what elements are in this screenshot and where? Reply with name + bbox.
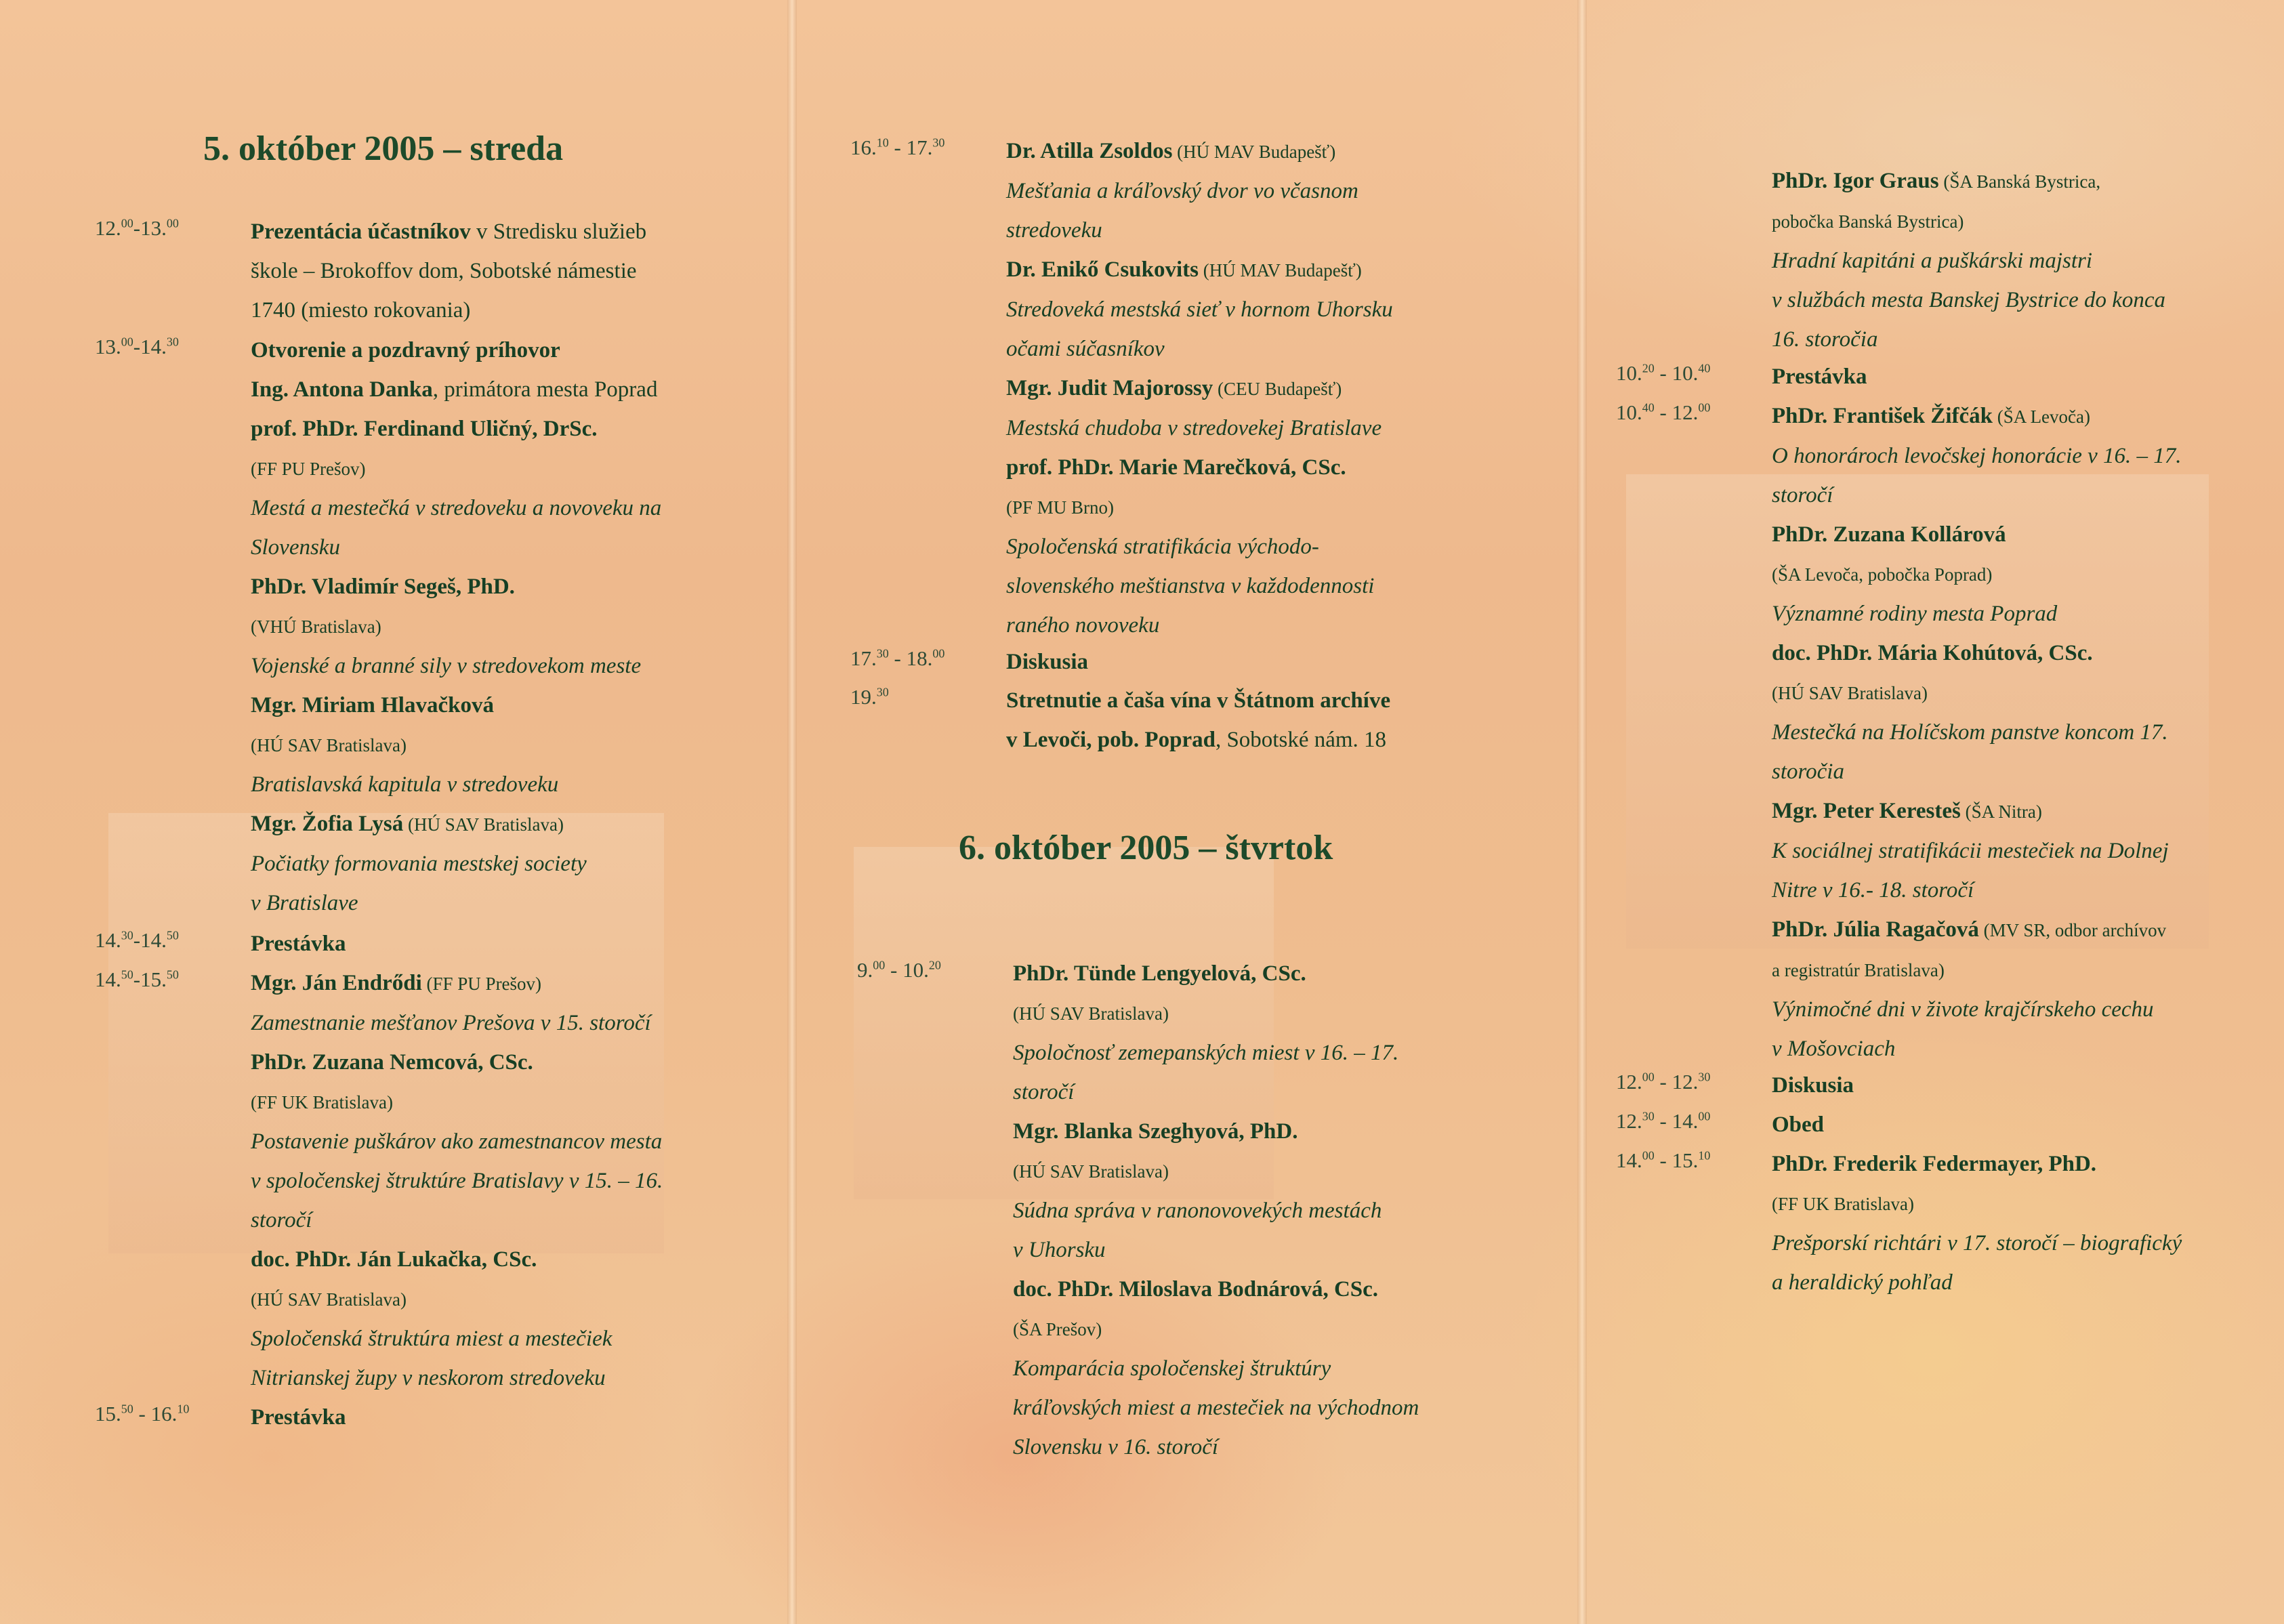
entry-line <box>251 963 732 1003</box>
institution: (PF MU Brno) <box>1006 497 1115 518</box>
entry-line <box>1006 369 1494 409</box>
entry-line <box>1772 161 2253 201</box>
speaker-name: Stretnutie a čaša vína v Štátnom archíve <box>1006 688 1391 713</box>
institution: (HÚ MAV Budapešť) <box>1198 260 1362 280</box>
entry-line <box>1772 831 2253 871</box>
entry-line <box>251 1003 732 1043</box>
talk-title: Slovensku v 16. storočí <box>1013 1435 1219 1459</box>
schedule-entry <box>1616 1066 2253 1105</box>
talk-title: storočí <box>1013 1080 1075 1104</box>
talk-title: Komparácia spoločenskej štruktúry <box>1013 1356 1331 1381</box>
institution: (HÚ SAV Bratislava) <box>251 735 407 755</box>
speaker-name: doc. PhDr. Ján Lukačka, CSc. <box>251 1247 537 1272</box>
entry-body <box>1772 1144 2253 1302</box>
entry-time: 12.30 - 14.00 <box>1616 1109 1711 1133</box>
entry-body <box>251 963 732 1398</box>
talk-title: Počiatky formovania mestskej society <box>251 852 587 876</box>
entry-line <box>251 1319 732 1358</box>
talk-title: O honorároch levočskej honorácie v 16. – 17. <box>1772 444 2182 468</box>
talk-title: v Mošovciach <box>1772 1037 1896 1061</box>
text: , Sobotské nám. 18 <box>1215 728 1387 752</box>
entry-line <box>1006 290 1494 329</box>
entry-body <box>251 331 732 923</box>
talk-title: Súdna správa v ranonovovekých mestách <box>1013 1199 1382 1223</box>
entry-line <box>1006 527 1494 566</box>
talk-title: očami súčasníkov <box>1006 337 1165 361</box>
talk-title: Mešťania a kráľovský dvor vo včasnom <box>1006 179 1358 203</box>
schedule-entry <box>850 642 1494 682</box>
entry-line <box>1013 1349 1494 1388</box>
entry-body <box>1006 131 1494 645</box>
talk-title: Výnimočné dni v živote krajčírskeho cechu <box>1772 997 2154 1022</box>
talk-title: Nitrianskej župy v neskorom stredoveku <box>251 1366 606 1390</box>
entry-line <box>1772 1144 2253 1184</box>
talk-title: stredoveku <box>1006 218 1102 243</box>
speaker-name: Mgr. Judit Majorossy <box>1006 376 1213 400</box>
speaker-name: Dr. Atilla Zsoldos <box>1006 139 1173 163</box>
institution: (HÚ MAV Budapešť) <box>1172 142 1336 162</box>
entry-time: 12.00 - 12.30 <box>1616 1070 1711 1094</box>
schedule-entry <box>1616 396 2253 1068</box>
institution: (HÚ SAV Bratislava) <box>1772 683 1928 703</box>
talk-title: Mestá a mestečká v stredoveku a novoveku na <box>251 496 662 520</box>
day-title-october-6: 6. október 2005 – štvrtok <box>959 829 1333 867</box>
fold-line-right <box>1577 0 1587 1624</box>
speaker-name: Mgr. Žofia Lysá <box>251 812 404 836</box>
entry-body <box>251 924 732 963</box>
entry-body <box>251 212 732 330</box>
entry-line <box>1013 1191 1494 1230</box>
text: škole – Brokoffov dom, Sobotské námestie <box>251 259 637 283</box>
entry-line <box>251 251 732 291</box>
entry-line <box>1006 681 1494 720</box>
speaker-name: PhDr. Frederik Federmayer, PhD. <box>1772 1152 2097 1176</box>
entry-line <box>1772 1184 2253 1224</box>
entry-line <box>1772 396 2253 436</box>
talk-title: storočí <box>251 1208 312 1232</box>
entry-time: 12.00-13.00 <box>95 216 179 240</box>
talk-title: K sociálnej stratifikácii mestečiek na Dolnej <box>1772 839 2169 863</box>
entry-line <box>1006 131 1494 171</box>
talk-title: Významné rodiny mesta Poprad <box>1772 602 2058 626</box>
entry-line <box>1006 487 1494 527</box>
entry-line <box>1772 752 2253 791</box>
day-title-october-5: 5. október 2005 – streda <box>203 129 564 168</box>
talk-title: v spoločenskej štruktúre Bratislavy v 15. – 16. <box>251 1169 663 1193</box>
talk-title: 16. storočia <box>1772 327 1878 352</box>
entry-line <box>1772 713 2253 752</box>
entry-line <box>251 844 732 883</box>
entry-line <box>1772 1263 2253 1302</box>
entry-body <box>251 1398 732 1437</box>
entry-line <box>1013 1270 1494 1309</box>
entry-body <box>1013 954 1494 1467</box>
entry-time: 19.30 <box>850 685 889 709</box>
institution: pobočka Banská Bystrica) <box>1772 211 1964 232</box>
entry-line <box>1006 409 1494 448</box>
entry-line <box>1006 448 1494 487</box>
talk-title: Zamestnanie mešťanov Prešova v 15. storočí <box>251 1011 651 1035</box>
entry-line <box>1013 1230 1494 1270</box>
entry-time: 17.30 - 18.00 <box>850 646 945 670</box>
entry-line <box>1772 280 2253 320</box>
entry-line <box>1772 1029 2253 1068</box>
entry-line <box>1006 720 1494 759</box>
entry-body <box>1772 1105 2253 1144</box>
speaker-name: PhDr. Vladimír Segeš, PhD. <box>251 575 515 599</box>
entry-line <box>251 370 732 409</box>
schedule-entry <box>95 212 732 330</box>
entry-body <box>1772 357 2253 396</box>
institution: (FF UK Bratislava) <box>1772 1194 1914 1214</box>
entry-line <box>251 686 732 725</box>
entry-line <box>251 765 732 804</box>
entry-line <box>1013 993 1494 1033</box>
institution: (VHÚ Bratislava) <box>251 617 381 637</box>
talk-title: storočia <box>1772 759 1844 784</box>
entry-time: 13.00-14.30 <box>95 335 179 358</box>
speaker-name: PhDr. Júlia Ragačová <box>1772 917 1979 942</box>
entry-line <box>251 488 732 528</box>
entry-line <box>251 291 732 330</box>
entry-line <box>251 1398 732 1437</box>
speaker-name: Prestávka <box>1772 365 1867 389</box>
schedule-entry <box>95 924 732 963</box>
entry-body <box>1772 1066 2253 1105</box>
fold-line-left <box>787 0 797 1624</box>
speaker-name: Mgr. Blanka Szeghyová, PhD. <box>1013 1119 1298 1144</box>
speaker-name: Dr. Enikő Csukovits <box>1006 257 1199 282</box>
entry-line <box>1006 250 1494 290</box>
entry-line <box>251 804 732 844</box>
schedule-entry <box>850 681 1494 759</box>
entry-line <box>1772 910 2253 950</box>
talk-title: kráľovských miest a mestečiek na východnom <box>1013 1396 1419 1420</box>
institution: (ŠA Prešov) <box>1013 1319 1102 1339</box>
entry-line <box>1006 566 1494 606</box>
talk-title: v službách mesta Banskej Bystrice do konca <box>1772 288 2166 312</box>
institution: (ŠA Levoča) <box>1993 407 2090 427</box>
entry-body <box>1006 642 1494 682</box>
entry-line <box>251 924 732 963</box>
schedule-entry <box>850 131 1494 645</box>
entry-line <box>251 1201 732 1240</box>
entry-time: 10.40 - 12.00 <box>1616 400 1711 424</box>
entry-time: 10.20 - 10.40 <box>1616 361 1711 385</box>
schedule-entry <box>1616 357 2253 396</box>
schedule-entry <box>95 1398 732 1437</box>
institution: (ŠA Levoča, pobočka Poprad) <box>1772 564 1993 585</box>
institution: (HÚ SAV Bratislava) <box>403 814 564 835</box>
speaker-name: Diskusia <box>1772 1073 1854 1098</box>
entry-line <box>1006 606 1494 645</box>
entry-line <box>1772 594 2253 633</box>
talk-title: Hradní kapitáni a puškárski majstri <box>1772 249 2093 273</box>
entry-line <box>251 883 732 923</box>
speaker-name: prof. PhDr. Ferdinand Uličný, DrSc. <box>251 417 598 441</box>
entry-line <box>1772 320 2253 359</box>
talk-title: Slovensku <box>251 535 340 560</box>
speaker-name: PhDr. František Žifčák <box>1772 404 1993 428</box>
entry-line <box>251 1043 732 1082</box>
entry-line <box>251 1161 732 1201</box>
talk-title: a heraldický pohľad <box>1772 1270 1953 1295</box>
entry-line <box>1013 1033 1494 1073</box>
entry-line <box>1772 1066 2253 1105</box>
entry-line <box>1013 1388 1494 1428</box>
entry-line <box>1772 1224 2253 1263</box>
entry-line <box>1772 673 2253 713</box>
text: v Stredisku služieb <box>470 220 647 244</box>
entry-line <box>251 725 732 765</box>
entry-line <box>1013 1112 1494 1151</box>
entry-line <box>1772 476 2253 515</box>
schedule-entry <box>1616 1105 2253 1144</box>
entry-time: 14.30-14.50 <box>95 928 179 952</box>
entry-line <box>1772 515 2253 554</box>
text: , primátora mesta Poprad <box>432 377 658 402</box>
schedule-entry <box>95 331 732 923</box>
entry-line <box>1772 1105 2253 1144</box>
entry-line <box>251 646 732 686</box>
talk-title: Spoločnosť zemepanských miest v 16. – 17. <box>1013 1041 1399 1065</box>
entry-line <box>251 212 732 251</box>
entry-line <box>251 331 732 370</box>
speaker-name: PhDr. Igor Graus <box>1772 169 1939 193</box>
talk-title: raného novoveku <box>1006 613 1160 638</box>
schedule-entry <box>850 954 1494 1467</box>
speaker-name: Mgr. Peter Keresteš <box>1772 799 1961 823</box>
speaker-name: Ing. Antona Danka <box>251 377 433 402</box>
talk-title: Stredoveká mestská sieť v hornom Uhorsku <box>1006 297 1393 322</box>
entry-line <box>1772 791 2253 831</box>
entry-line <box>1772 990 2253 1029</box>
talk-title: slovenského meštianstva v každodennosti <box>1006 574 1375 598</box>
institution: a registratúr Bratislava) <box>1772 960 1945 980</box>
talk-title: v Bratislave <box>251 891 358 915</box>
entry-line <box>251 1082 732 1122</box>
institution: (FF UK Bratislava) <box>251 1092 393 1112</box>
entry-line <box>1006 642 1494 682</box>
speaker-name: PhDr. Zuzana Kollárová <box>1772 522 2006 547</box>
entry-line <box>1772 950 2253 990</box>
speaker-name: Obed <box>1772 1112 1825 1137</box>
talk-title: Bratislavská kapitula v stredoveku <box>251 772 559 797</box>
institution: (ŠA Nitra) <box>1960 801 2042 822</box>
talk-title: Spoločenská stratifikácia východo- <box>1006 535 1319 559</box>
speaker-name: Otvorenie a pozdravný príhovor <box>251 338 560 362</box>
institution: (CEU Budapešť) <box>1213 379 1342 399</box>
institution: (HÚ SAV Bratislava) <box>1013 1003 1169 1024</box>
talk-title: Postavenie puškárov ako zamestnancov mesta <box>251 1129 663 1154</box>
speaker-name: Mgr. Ján Endrődi <box>251 971 422 995</box>
entry-line <box>1772 241 2253 280</box>
speaker-name: prof. PhDr. Marie Marečková, CSc. <box>1006 455 1346 480</box>
entry-line <box>251 528 732 567</box>
entry-line <box>251 1122 732 1161</box>
text: 1740 (miesto rokovania) <box>251 298 471 322</box>
entry-line <box>1772 357 2253 396</box>
entry-line <box>251 1240 732 1279</box>
speaker-name: doc. PhDr. Mária Kohútová, CSc. <box>1772 641 2093 665</box>
talk-title: v Uhorsku <box>1013 1238 1106 1262</box>
entry-line <box>1006 329 1494 369</box>
entry-line <box>1013 1309 1494 1349</box>
talk-title: Prešporskí richtári v 17. storočí – biografický <box>1772 1231 2182 1255</box>
entry-time: 16.10 - 17.30 <box>850 136 945 159</box>
entry-time: 14.50-15.50 <box>95 967 179 991</box>
speaker-name: Prezentácia účastníkov <box>251 220 471 244</box>
schedule-entry <box>1616 1144 2253 1302</box>
entry-time: 14.00 - 15.10 <box>1616 1148 1711 1172</box>
entry-line <box>1772 633 2253 673</box>
speaker-name: doc. PhDr. Miloslava Bodnárová, CSc. <box>1013 1277 1379 1302</box>
entry-line <box>251 567 732 606</box>
talk-title: Mestská chudoba v stredovekej Bratislave <box>1006 416 1382 440</box>
talk-title: Nitre v 16.- 18. storočí <box>1772 878 1974 902</box>
entry-line <box>251 1358 732 1398</box>
entry-line <box>1013 1073 1494 1112</box>
entry-line <box>251 606 732 646</box>
institution: (HÚ SAV Bratislava) <box>1013 1161 1169 1182</box>
entry-line <box>1006 211 1494 250</box>
schedule-entry <box>1616 161 2253 359</box>
entry-time: 15.50 - 16.10 <box>95 1402 190 1425</box>
entry-line <box>1772 436 2253 476</box>
schedule-entry <box>95 963 732 1398</box>
entry-line <box>251 409 732 449</box>
talk-title: Spoločenská štruktúra miest a mestečiek <box>251 1327 612 1351</box>
speaker-name: Mgr. Miriam Hlavačková <box>251 693 494 717</box>
entry-line <box>1006 171 1494 211</box>
entry-line <box>1772 201 2253 241</box>
speaker-name: Prestávka <box>251 1405 346 1430</box>
institution: (FF PU Prešov) <box>251 459 366 479</box>
speaker-name: Prestávka <box>251 932 346 956</box>
institution: (ŠA Banská Bystrica, <box>1938 171 2101 192</box>
institution: (FF PU Prešov) <box>421 974 542 994</box>
entry-line <box>1013 1428 1494 1467</box>
entry-time: 9.00 - 10.20 <box>857 958 941 982</box>
institution: (HÚ SAV Bratislava) <box>251 1289 407 1310</box>
entry-line <box>1772 554 2253 594</box>
entry-line <box>251 449 732 488</box>
speaker-name: Diskusia <box>1006 650 1089 674</box>
entry-body <box>1772 396 2253 1068</box>
entry-body <box>1006 681 1494 759</box>
speaker-name: PhDr. Tünde Lengyelová, CSc. <box>1013 961 1306 986</box>
entry-body <box>1772 161 2253 359</box>
talk-title: storočí <box>1772 483 1833 507</box>
speaker-name: PhDr. Zuzana Nemcová, CSc. <box>251 1050 533 1075</box>
entry-line <box>1013 1151 1494 1191</box>
institution: (MV SR, odbor archívov <box>1978 920 2167 940</box>
talk-title: Vojenské a branné sily v stredovekom meste <box>251 654 642 678</box>
speaker-name: v Levoči, pob. Poprad <box>1006 728 1216 752</box>
talk-title: Mestečká na Holíčskom panstve koncom 17. <box>1772 720 2168 745</box>
entry-line <box>251 1279 732 1319</box>
entry-line <box>1772 871 2253 910</box>
entry-line <box>1013 954 1494 993</box>
